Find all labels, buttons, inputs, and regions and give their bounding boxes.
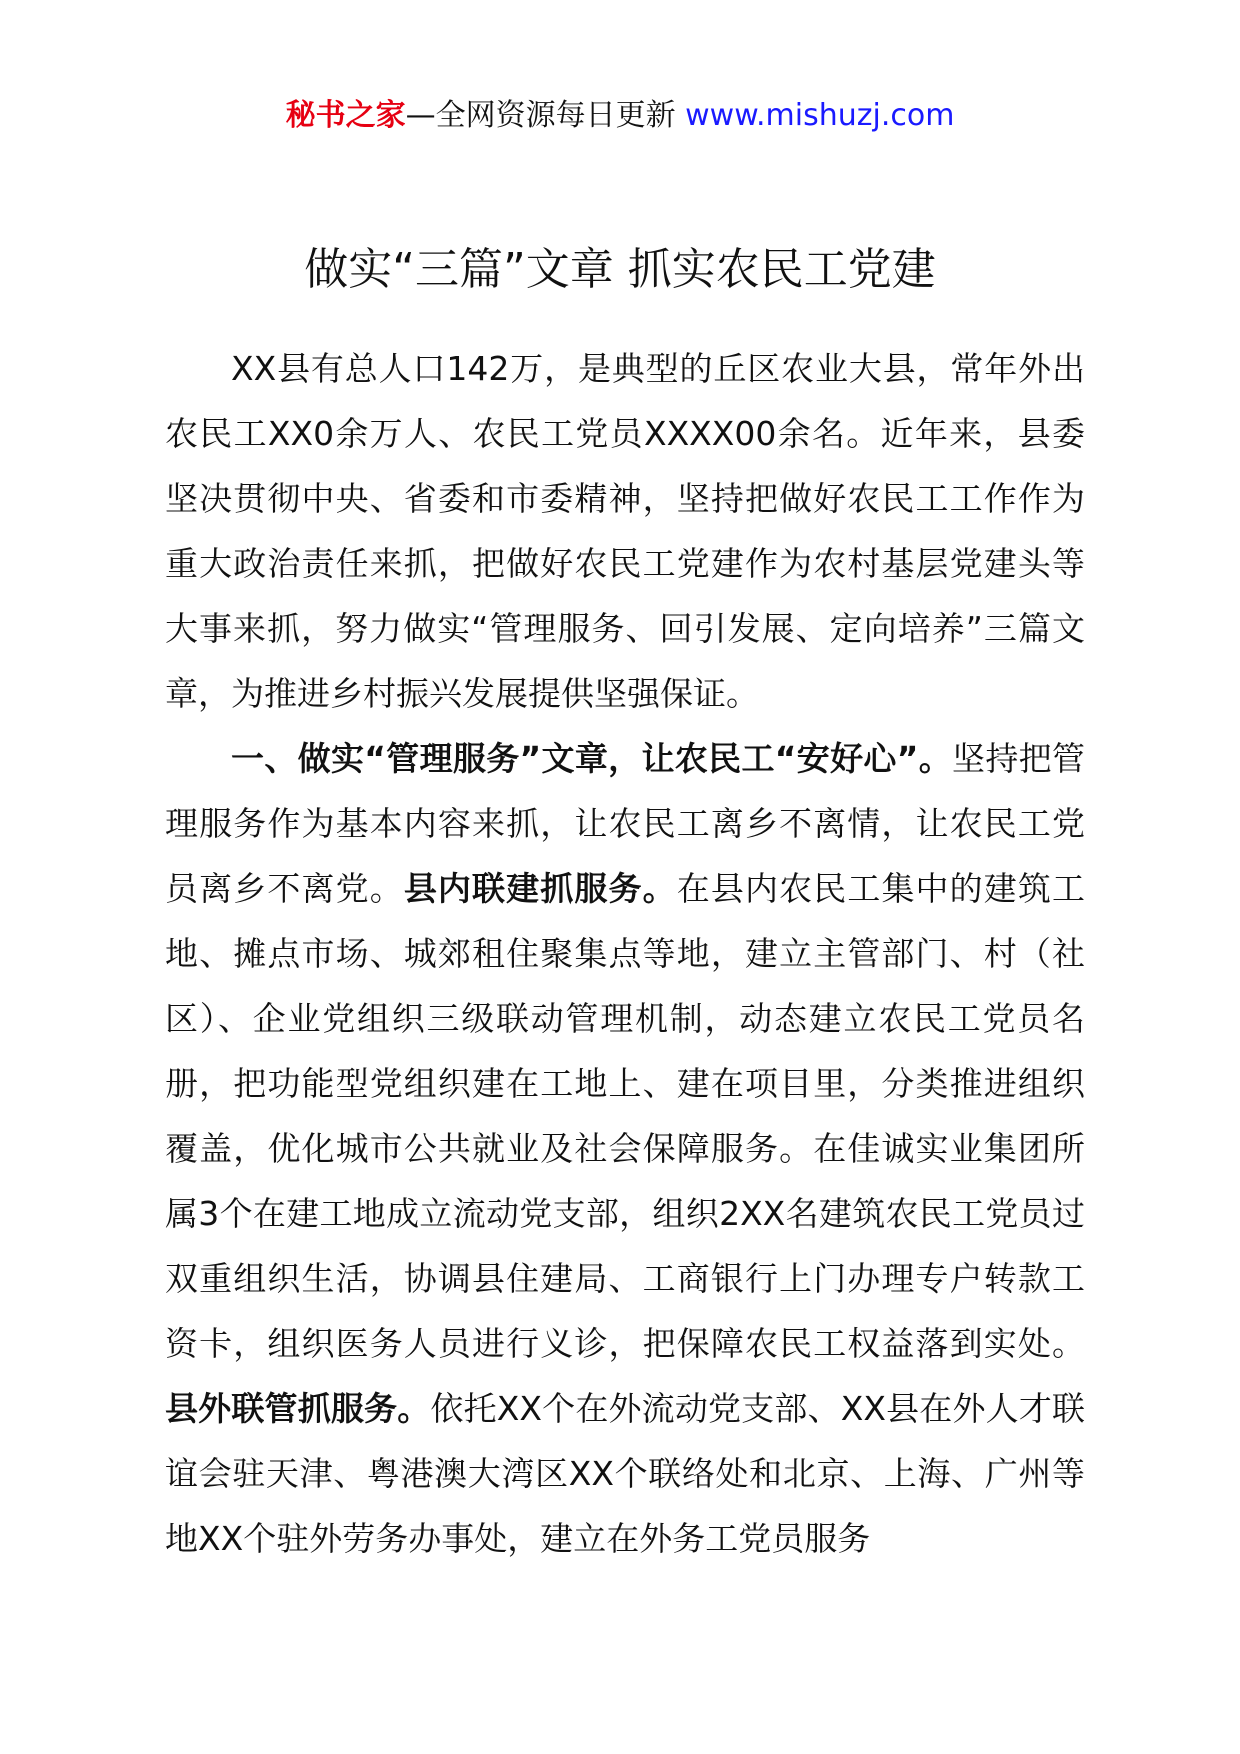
site-tagline: —全网资源每日更新 [405, 98, 686, 133]
site-brand: 秘书之家 [285, 98, 406, 133]
document-body [165, 336, 1085, 1571]
subsection-text-external: 依托XX个在外流动党支部、XX县在外人才联谊会驻天津、粤港澳大湾区XX个联络处和北京、上海、广州等地XX个驻外劳务办事处，建立在外务工党员服务 [165, 1389, 1085, 1558]
section-one-heading: 一、做实“管理服务”文章，让农民工“安好心”。 [231, 739, 953, 778]
subsection-text-local: 在县内农民工集中的建筑工地、摊点市场、城郊租住聚集点等地，建立主管部门、村（社区）、企业党组织三级联动管理机制，动态建立农民工党员名册，把功能型党组织建在工地上、建在项目里，分类推进组织覆盖，优化城市公共就业及社会保障服务。在佳诚实业集团所属3个在建工地成立流动党支部，组织2XX名建筑农民工党员过双重组织生活，协调县住建局、工商银行上门办理专户转款工资卡，组织医务人员进行义诊，把保障农民工权益落到实处。 [165, 869, 1086, 1363]
subsection-heading-external: 县外联管抓服务。 [165, 1389, 431, 1428]
document-title: 做实“三篇”文章 抓实农民工党建 [304, 244, 936, 295]
site-url-link[interactable]: www.mishuzj.com [685, 98, 955, 133]
intro-paragraph: XX县有总人口142万，是典型的丘区农业大县，常年外出农民工XX0余万人、农民工党员XXXX00余名。近年来，县委坚决贯彻中央、省委和市委精神，坚持把做好农民工工作作为重大政治责任来抓，把做好农民工党建作为农村基层党建头等大事来抓，努力做实“管理服务、回引发展、定向培养”三篇文章，为推进乡村振兴发展提供坚强保证。 [165, 349, 1085, 713]
section-one-text: 坚持把管理服务作为基本内容来抓，让农民工离乡不离情，让农民工党员离乡不离党。 [165, 739, 1085, 908]
subsection-heading-local: 县内联建抓服务。 [403, 869, 677, 908]
section-one-paragraph [165, 726, 1085, 1571]
site-header [0, 96, 1240, 136]
